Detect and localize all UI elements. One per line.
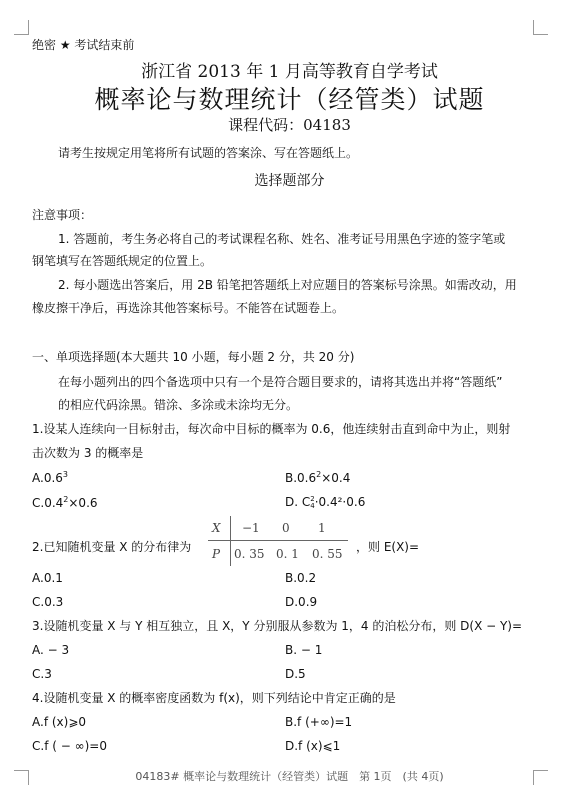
q4-option-a: A.f (x)⩾0 xyxy=(32,715,87,729)
note1-line1: 1. 答题前，考生务必将自己的考试课程名称、姓名、准考证号用黑色字迹的签字笔或 xyxy=(58,232,506,246)
q2-option-c: C.0.3 xyxy=(32,595,64,609)
part1-desc-line2: 的相应代码涂黑。错涂、多涂或未涂均无分。 xyxy=(58,398,299,412)
part1-desc-line1: 在每小题列出的四个备选项中只有一个是符合题目要求的，请将其选出并将“答题纸” xyxy=(58,375,503,389)
exam-title: 浙江省 2013 年 1 月高等教育自学考试 xyxy=(141,62,438,82)
table-row2-cell: 0. 35 xyxy=(234,547,265,561)
subject-title: 概率论与数理统计（经管类）试题 xyxy=(94,85,485,114)
table-row1-label: X xyxy=(212,521,221,535)
q1-option-d: D. C2 4·0.4²·0.6 xyxy=(285,494,366,510)
table-row2-label: P xyxy=(212,547,221,561)
note2-line2: 橡皮擦干净后，再选涂其他答案标号。不能答在试题卷上。 xyxy=(32,301,345,315)
q2-option-d: D.0.9 xyxy=(285,595,318,609)
part1-heading: 一、单项选择题(本大题共 10 小题，每小题 2 分，共 20 分) xyxy=(32,350,355,364)
table-row1-cell: 0 xyxy=(282,521,290,535)
table-divider-horizontal xyxy=(208,540,348,541)
q3-stem: 3.设随机变量 X 与 Y 相互独立，且 X，Y 分别服从参数为 1，4 的泊松分布，则 D(X − Y)= xyxy=(32,619,523,633)
q4-option-b: B.f (+∞)=1 xyxy=(285,715,353,729)
q3-option-d: D.5 xyxy=(285,667,306,681)
q3-option-b: B. − 1 xyxy=(285,643,323,657)
q3-option-c: C.3 xyxy=(32,667,52,681)
q1-stem-line2: 击次数为 3 的概率是 xyxy=(32,446,144,460)
q1-option-b: $B.0.6^2\times 0.4$ xyxy=(285,470,351,485)
q4-option-c: C.f ( − ∞)=0 xyxy=(32,739,107,753)
crop-mark-top-left xyxy=(14,20,29,35)
page-footer: 04183# 概率论与数理统计（经管类）试题 第 1页 (共 4页) xyxy=(135,770,444,783)
table-row1-cell: 1 xyxy=(318,521,326,535)
note1-line2: 钢笔填写在答题纸规定的位置上。 xyxy=(32,254,213,268)
q1-option-c: $C.0.4^2\times 0.6$ xyxy=(32,495,98,510)
q2-stem-tail: ，则 E(X)= xyxy=(356,540,420,554)
q1-stem-line1: 1.设某人连续向一目标射击，每次命中目标的概率为 0.6，他连续射击直到命中为止，则射 xyxy=(32,422,511,436)
q2-stem: 2.已知随机变量 X 的分布律为 xyxy=(32,540,192,554)
secret-label: 绝密 ★ 考试结束前 xyxy=(32,38,135,52)
q4-option-d: D.f (x)⩽1 xyxy=(285,739,341,753)
crop-mark-top-right xyxy=(533,20,548,35)
q3-option-a: A. − 3 xyxy=(32,643,70,657)
table-row2-cell: 0. 1 xyxy=(276,547,299,561)
table-row1-cell: −1 xyxy=(242,521,260,535)
q2-option-a: A.0.1 xyxy=(32,571,63,585)
distribution-table xyxy=(208,516,348,566)
table-divider-vertical xyxy=(230,516,231,566)
q2-option-b: B.0.2 xyxy=(285,571,317,585)
notes-heading: 注意事项： xyxy=(32,208,93,222)
q1-option-a: A.0.6$^3$ xyxy=(32,470,68,485)
table-row2-cell: 0. 55 xyxy=(312,547,343,561)
instruction: 请考生按规定用笔将所有试题的答案涂、写在答题纸上。 xyxy=(58,146,359,160)
note2-line1: 2. 每小题选出答案后，用 2B 铅笔把答题纸上对应题目的答案标号涂黑。如需改动，用 xyxy=(58,278,517,292)
course-code: 课程代码：04183 xyxy=(228,116,351,134)
q4-stem: 4.设随机变量 X 的概率密度函数为 f(x)，则下列结论中肯定正确的是 xyxy=(32,691,396,705)
section-title: 选择题部分 xyxy=(254,173,325,189)
